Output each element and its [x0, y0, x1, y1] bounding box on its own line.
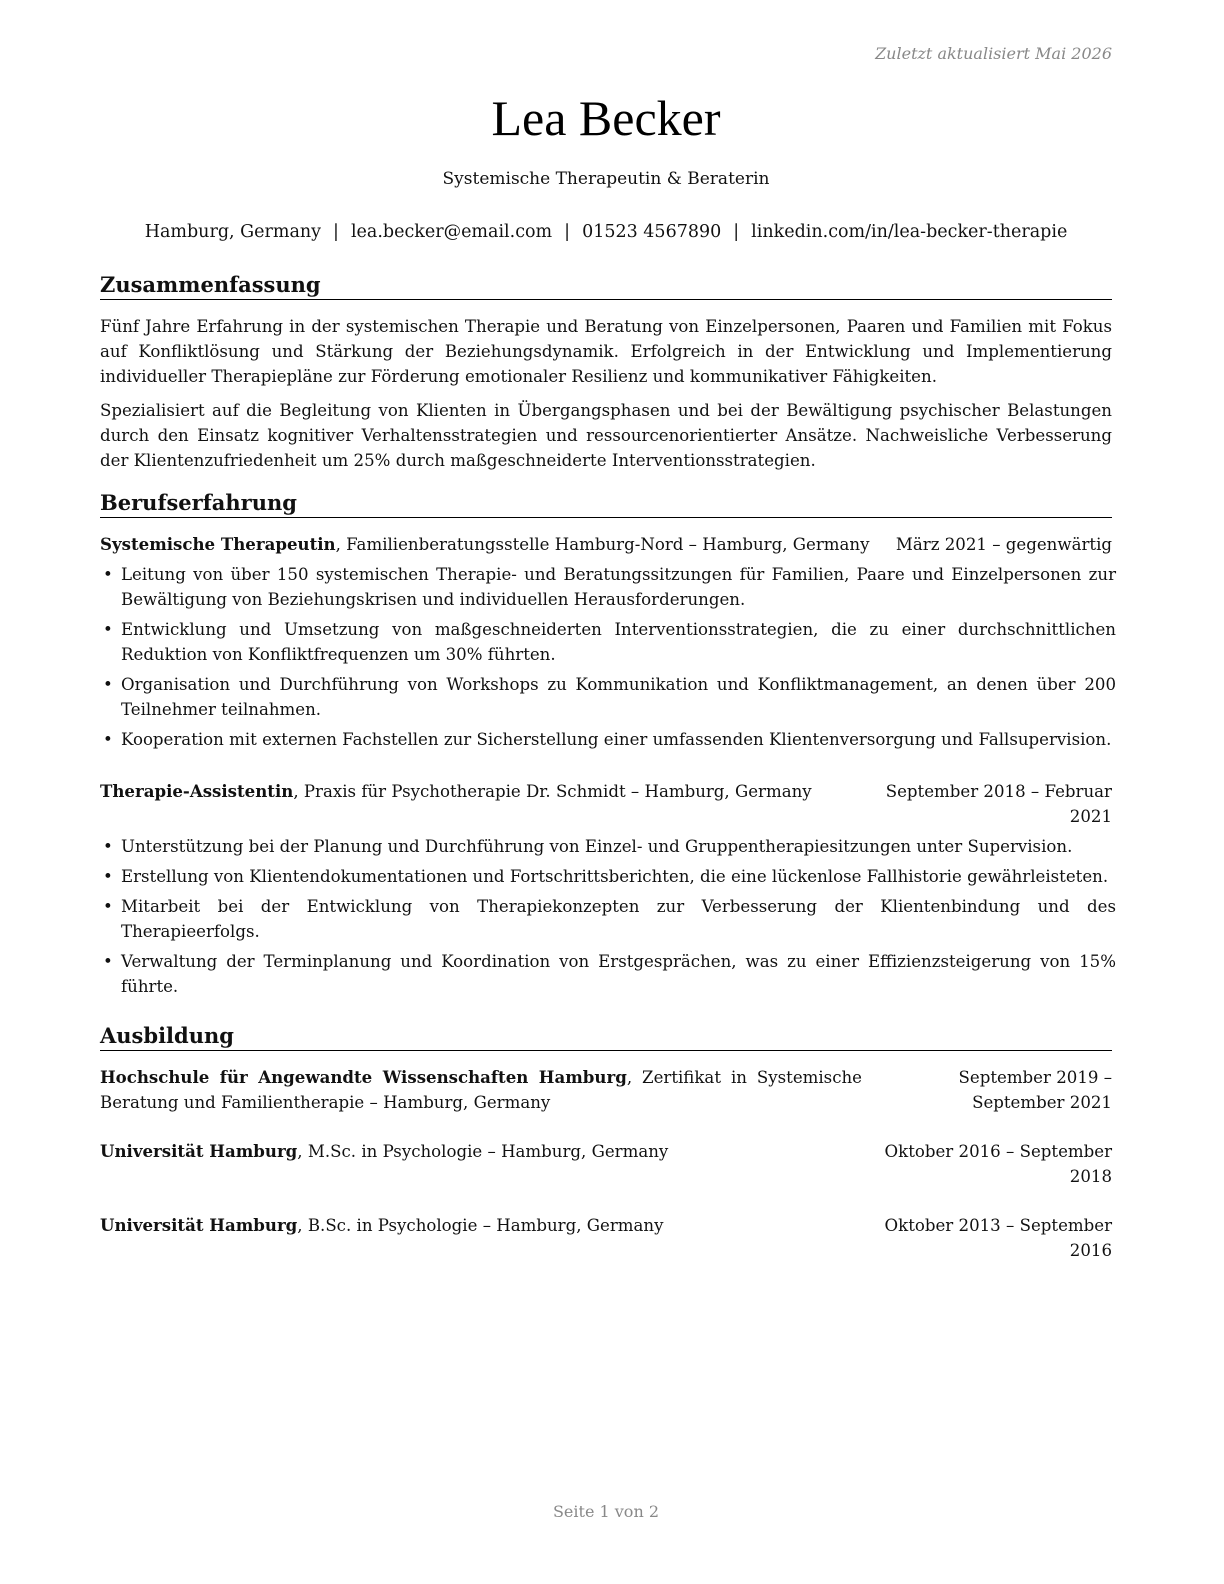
job-organization: , Familienberatungsstelle Hamburg-Nord – Hamburg, Germany [335, 535, 870, 554]
education-entry [100, 1139, 1112, 1189]
section-title-summary: Zusammenfassung [100, 272, 1112, 300]
job-bullet: • Leitung von über 150 systemischen Therapie- und Beratungssitzungen für Familien, Paare und Einzelpersonen zur Bewältigung von Beziehungskrisen und individuellen Herausforderungen. [100, 562, 1116, 612]
job-title: Systemische Therapeutin & Beraterin [442, 169, 770, 189]
job-bullet: • Erstellung von Klientendokumentationen und Fortschrittsberichten, die eine lückenlose Fallhistorie gewährleisteten. [100, 864, 1116, 889]
education-entry [100, 1065, 1112, 1115]
contact-separator: | [333, 222, 339, 242]
contact-separator: | [564, 222, 571, 242]
resume-page [100, 0, 1116, 1584]
job-bullet: • Kooperation mit externen Fachstellen zur Sicherstellung einer umfassenden Klientenversorgung und Fallsupervision. [100, 727, 1116, 752]
education-dates: September 2019 – September 2021 [958, 1068, 1112, 1112]
job-entry-header [100, 779, 1112, 829]
education-entry [100, 1213, 1112, 1263]
job-bullet: • Organisation und Durchführung von Workshops zu Kommunikation und Konfliktmanagement, an denen über 200 Teilnehmer teilnahmen. [100, 672, 1116, 722]
last-updated: Zuletzt aktualisiert Mai 2026 [875, 44, 1112, 63]
job-organization: , Praxis für Psychotherapie Dr. Schmidt – Hamburg, Germany [293, 782, 812, 801]
job-bullets [100, 834, 1116, 1004]
summary-paragraph: Fünf Jahre Erfahrung in der systemischen Therapie und Beratung von Einzelpersonen, Paaren und Familien mit Fokus auf Konfliktlösung und Stärkung der Beziehungsdynamik. Erfolgreich in der Entwicklung und Implementierung individueller Therapiepläne zur Förderung emotionaler Resilienz und kommunikativer Fähigkeiten. [100, 317, 1112, 386]
section-title-education: Ausbildung [100, 1023, 1112, 1051]
education-school: Universität Hamburg [100, 1141, 298, 1161]
job-role: Therapie-Assistentin [100, 781, 294, 801]
job-dates: März 2021 – gegenwärtig [895, 535, 1112, 554]
education-degree: , M.Sc. in Psychologie – Hamburg, Germany [297, 1142, 669, 1161]
education-degree: , Zertifikat in Systemische Beratung und Familientherapie – Hamburg, Germany [100, 1068, 863, 1112]
contact-line [100, 220, 1112, 244]
contact-email[interactable]: lea.becker@email.com [350, 222, 553, 242]
section-title-experience: Berufserfahrung [100, 490, 1112, 518]
summary-paragraph: Spezialisiert auf die Begleitung von Klienten in Übergangsphasen und bei der Bewältigung psychischer Belastungen durch den Einsatz kognitiver Verhaltensstrategien und ressourcenorientierter Ansätze. Nachweisliche Verbesserung der Klientenzufriedenheit um 25% durch maßgeschneiderte Interventionsstrategien. [100, 401, 1112, 470]
page-number: Seite 1 von 2 [552, 1502, 660, 1521]
contact-phone[interactable]: 01523 4567890 [582, 222, 722, 242]
education-degree: , B.Sc. in Psychologie – Hamburg, Germany [297, 1216, 664, 1235]
education-dates: Oktober 2016 – September 2018 [884, 1142, 1112, 1186]
job-bullet: • Verwaltung der Terminplanung und Koordination von Erstgesprächen, was zu einer Effizienzsteigerung von 15% führte. [100, 949, 1116, 999]
job-dates: September 2018 – Februar 2021 [885, 782, 1112, 826]
job-bullet: • Entwicklung und Umsetzung von maßgeschneiderten Interventionsstrategien, die zu einer durchschnittlichen Reduktion von Konfliktfrequenzen um 30% führten. [100, 617, 1116, 667]
job-bullets [100, 562, 1116, 757]
education-school: Hochschule für Angewandte Wissenschaften Hamburg [100, 1067, 627, 1087]
candidate-name: Lea Becker [491, 90, 721, 146]
education-school: Universität Hamburg [100, 1215, 298, 1235]
contact-linkedin[interactable]: linkedin.com/in/lea-becker-therapie [751, 222, 1068, 242]
contact-separator: | [733, 222, 740, 242]
job-bullet: • Unterstützung bei der Planung und Durchführung von Einzel- und Gruppentherapiesitzungen unter Supervision. [100, 834, 1116, 859]
education-dates: Oktober 2013 – September 2016 [884, 1216, 1112, 1260]
job-bullet: • Mitarbeit bei der Entwicklung von Therapiekonzepten zur Verbesserung der Klientenbindung und des Therapieerfolgs. [100, 894, 1116, 944]
job-role: Systemische Therapeutin [100, 534, 336, 554]
contact-location: Hamburg, Germany [144, 222, 322, 242]
job-entry-header [100, 532, 1112, 557]
